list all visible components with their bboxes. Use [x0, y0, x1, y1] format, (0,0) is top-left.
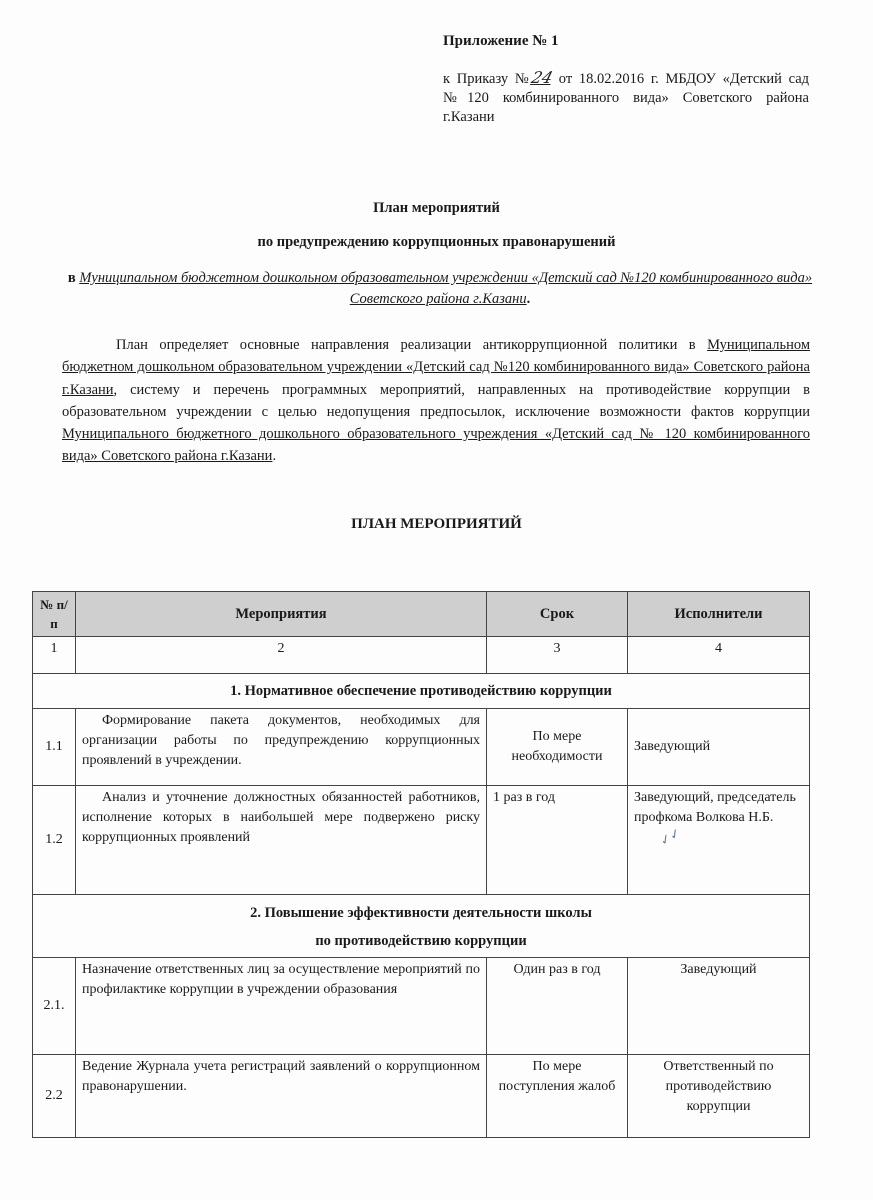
- row-activity: Назначение ответственных лиц за осуществление мероприятий по профилактике коррупции в учреждении образования: [76, 958, 487, 1055]
- intro-org-1: Муниципальном бюджетном дошкольном образовательном учреждении «Детский сад №120 комбинированного вида» Советского района г.Казани: [62, 337, 810, 398]
- row-number: 1.2: [33, 786, 76, 895]
- section-header-row: [33, 674, 810, 709]
- appendix-suffix: от 18.02.2016 г. МБДОУ «Детский сад №120 комбинированного вида» Советского района г.Казани: [443, 71, 810, 125]
- intro-org-2: Муниципального бюджетного дошкольного образовательного учреждения «Детский сад № 120 комбинированного вида» Советского района г.Казани: [62, 426, 810, 465]
- table-row: [33, 1055, 810, 1138]
- column-number-row: [33, 637, 810, 674]
- section-title: 1. Нормативное обеспечение противодействию коррупции: [33, 674, 810, 709]
- intro-text-2: , систему и перечень программных мероприятий, направленных на противодействие коррупции в образовательном учреждении с целью недопущения предпосылок, исключение возможности фактов коррупции: [62, 381, 810, 420]
- row-activity: Формирование пакета документов, необходимых для организации работы по предупреждению коррупционных проявлений в учреждении.: [76, 709, 487, 786]
- appendix-prefix: к Приказу №: [443, 71, 532, 87]
- section-title-line-1: 2. Повышение эффективности деятельности школы: [250, 905, 592, 921]
- row-number: 2.2: [33, 1055, 76, 1138]
- row-term: Один раз в год: [487, 958, 628, 1055]
- table-header-row: [33, 592, 810, 637]
- row-number: 1.1: [33, 709, 76, 786]
- appendix-block: [443, 32, 809, 127]
- header-number: № п/п: [33, 592, 76, 637]
- organization-line: [60, 268, 820, 310]
- appendix-reference: [443, 68, 809, 127]
- section-header-row: [33, 895, 810, 958]
- org-prefix: в: [67, 270, 80, 286]
- header-term: Срок: [487, 592, 628, 637]
- header-executors: Исполнители: [628, 592, 810, 637]
- row-term: 1 раз в год: [487, 786, 628, 895]
- column-number: 1: [33, 637, 76, 674]
- intro-text-1: План определяет основные направления реализации антикоррупционной политики в: [116, 337, 708, 353]
- row-executor: Ответственный по противодействию коррупции: [628, 1055, 810, 1138]
- document-subtitle: по предупреждению коррупционных правонарушений: [257, 234, 616, 250]
- section-title: [33, 895, 810, 958]
- row-executor: Заведующий: [628, 709, 810, 786]
- handwritten-order-number: 24: [529, 68, 555, 87]
- row-activity: Анализ и уточнение должностных обязанностей работников, исполнение которых в наибольшей мере подвержено риску коррупционных проявлений: [76, 786, 487, 895]
- column-number: 3: [487, 637, 628, 674]
- column-number: 4: [628, 637, 810, 674]
- row-executor: Заведующий, председатель профкома Волкова Н.Б.: [634, 790, 796, 825]
- org-suffix: .: [526, 291, 531, 307]
- document-title: План мероприятий: [373, 200, 500, 216]
- header-activities: Мероприятия: [76, 592, 487, 637]
- appendix-title: Приложение № 1: [443, 33, 559, 49]
- row-executor-cell: [628, 786, 810, 895]
- table-row: [33, 786, 810, 895]
- row-term: По мере необходимости: [487, 709, 628, 786]
- intro-text-3: .: [272, 448, 277, 465]
- row-term: По мере поступления жалоб: [487, 1055, 628, 1138]
- row-executor: Заведующий: [628, 958, 810, 1055]
- plan-heading: ПЛАН МЕРОПРИЯТИЙ: [351, 516, 522, 532]
- activities-table: [32, 591, 810, 1138]
- row-number: 2.1.: [33, 958, 76, 1055]
- table-row: [33, 709, 810, 786]
- section-title-line-2: по противодействию коррупции: [315, 933, 527, 949]
- row-activity: Ведение Журнала учета регистраций заявлений о коррупционном правонарушении.: [76, 1055, 487, 1138]
- table-row: [33, 958, 810, 1055]
- column-number: 2: [76, 637, 487, 674]
- organization-name: Муниципальном бюджетном дошкольном образовательном учреждении «Детский сад №120 комбинированного вида» Советского района г.Казани: [79, 270, 813, 307]
- intro-paragraph: [62, 334, 810, 468]
- signature-mark-icon: ✓✓: [657, 825, 684, 850]
